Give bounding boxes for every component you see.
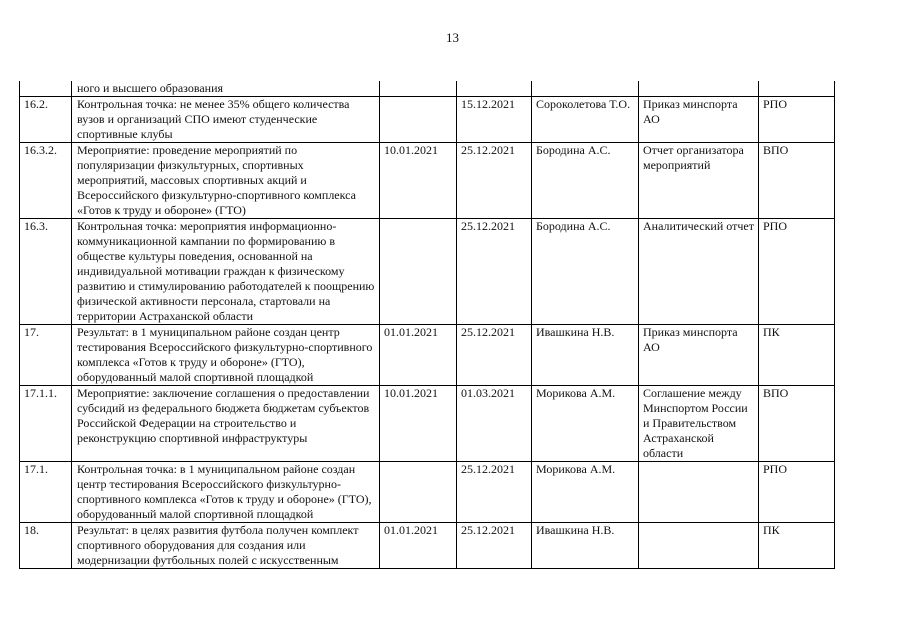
row-level-cell: ВПО [759,143,835,219]
row-document-cell [639,523,759,569]
row-description-cell: Результат: в 1 муниципальном районе создан центр тестирования Всероссийского физкультурно-спортивного комплекса «Готов к труду и обороне» (ГТО), оборудованный малой спортивной площадкой [72,325,380,386]
table-body [20,81,835,569]
row-description-cell: Контрольная точка: в 1 муниципальном районе создан центр тестирования Всероссийского физкультурно-спортивного комплекса «Готов к труду и обороне» (ГТО), оборудованный малой спортивной площадкой [72,462,380,523]
row-description-cell: Мероприятие: заключение соглашения о предоставлении субсидий из федерального бюджета бюджетам субъектов Российской Федерации на строительство и реконструкцию спортивной инфраструктуры [72,386,380,462]
row-document-cell: Соглашение между Минспортом России и Правительством Астраханской области [639,386,759,462]
row-start-date-cell [380,81,457,97]
row-end-date-cell: 25.12.2021 [457,219,532,325]
row-description-cell: Мероприятие: проведение мероприятий по популяризации физкультурных, спортивных мероприятий, массовых спортивных акций и Всероссийского физкультурно-спортивного комплекса «Готов к труду и обороне» (ГТО) [72,143,380,219]
row-start-date-cell [380,219,457,325]
row-level-cell: ПК [759,523,835,569]
row-number-cell: 17.1. [20,462,72,523]
row-start-date-cell: 01.01.2021 [380,325,457,386]
row-document-cell: Отчет организатора мероприятий [639,143,759,219]
row-end-date-cell: 15.12.2021 [457,97,532,143]
row-description-cell: ного и высшего образования [72,81,380,97]
row-level-cell: РПО [759,219,835,325]
row-responsible-cell: Ивашкина Н.В. [532,523,639,569]
scan-dot: · [833,78,837,89]
row-responsible-cell: Ивашкина Н.В. [532,325,639,386]
row-responsible-cell: Бородина А.С. [532,143,639,219]
row-number-cell: 18. [20,523,72,569]
row-level-cell: РПО [759,97,835,143]
row-responsible-cell [532,81,639,97]
row-end-date-cell [457,81,532,97]
row-description-cell: Контрольная точка: мероприятия информационно-коммуникационной кампании по формированию в обществе культуры поведения, основанной на индивидуальной мотивации граждан к физическому развитию и стимулированию работодателей к поощрению физической активности персонала, стартовали на территории Астраханской области [72,219,380,325]
row-document-cell: Аналитический отчет [639,219,759,325]
table-row [20,462,835,523]
row-number-cell: 16.3. [20,219,72,325]
table-row [20,219,835,325]
row-level-cell [759,81,835,97]
table-row [20,97,835,143]
row-responsible-cell: Бородина А.С. [532,219,639,325]
plan-table [19,81,835,569]
row-level-cell: ВПО [759,386,835,462]
row-document-cell: Приказ минспорта АО [639,325,759,386]
row-end-date-cell: 25.12.2021 [457,325,532,386]
row-responsible-cell: Сороколетова Т.О. [532,97,639,143]
table-row [20,386,835,462]
table-row [20,143,835,219]
row-responsible-cell: Морикова А.М. [532,386,639,462]
row-description-cell: Контрольная точка: не менее 35% общего количества вузов и организаций СПО имеют студенческие спортивные клубы [72,97,380,143]
table-row [20,325,835,386]
row-number-cell [20,81,72,97]
row-document-cell: Приказ минспорта АО [639,97,759,143]
row-start-date-cell: 10.01.2021 [380,386,457,462]
row-number-cell: 17. [20,325,72,386]
row-responsible-cell: Морикова А.М. [532,462,639,523]
row-start-date-cell: 01.01.2021 [380,523,457,569]
row-number-cell: 16.2. [20,97,72,143]
row-description-cell: Результат: в целях развития футбола получен комплект спортивного оборудования для создания или модернизации футбольных полей с искусственным [72,523,380,569]
row-level-cell: ПК [759,325,835,386]
page-number: 13 [446,30,459,45]
row-end-date-cell: 25.12.2021 [457,143,532,219]
row-document-cell [639,81,759,97]
row-start-date-cell: 10.01.2021 [380,143,457,219]
row-level-cell: РПО [759,462,835,523]
row-end-date-cell: 01.03.2021 [457,386,532,462]
table-row [20,523,835,569]
row-start-date-cell [380,462,457,523]
row-document-cell [639,462,759,523]
row-start-date-cell [380,97,457,143]
table-row [20,81,835,97]
row-end-date-cell: 25.12.2021 [457,462,532,523]
row-number-cell: 16.3.2. [20,143,72,219]
row-number-cell: 17.1.1. [20,386,72,462]
row-end-date-cell: 25.12.2021 [457,523,532,569]
